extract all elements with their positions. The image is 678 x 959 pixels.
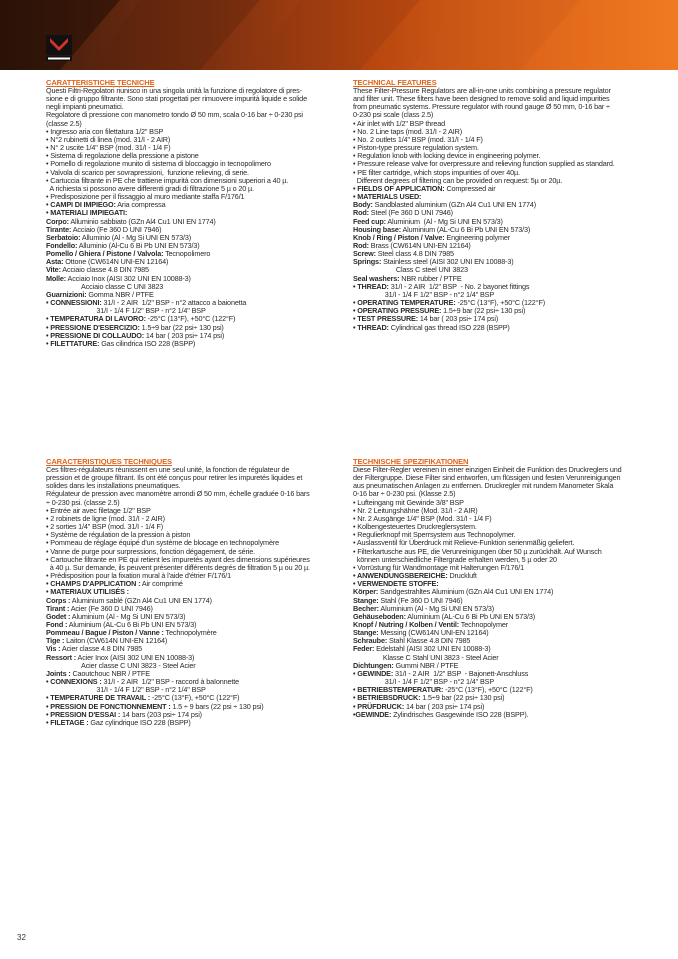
- spec-text: • Nr. 2 Leitungshähne (Mod. 31/I - 2 AIR): [353, 505, 478, 515]
- spec-text: • Cartuccia filtrante in PE che trattiene impurità con dimensioni superiori a 40 µ.: [46, 175, 289, 185]
- spec-text: • Entrée air avec filetage 1/2" BSP: [46, 505, 151, 515]
- spec-text: Klasse C Stahl UNI 3823 - Steel Acier: [353, 652, 499, 662]
- spec-label: • THREAD:: [353, 281, 389, 291]
- spec-label: Springs:: [353, 257, 382, 267]
- spec-text: Stahl (Fe 360 D UNI 7946): [378, 595, 463, 605]
- spec-text: -25°C (13°F), +50°C (122°F): [145, 314, 236, 324]
- right-column: [353, 78, 653, 727]
- spec-label: Guarnizioni:: [46, 289, 87, 299]
- spec-line: [46, 111, 346, 119]
- spec-text: Aluminium sablé (GZn Al4 Cu1 UNI EN 1774): [70, 595, 212, 605]
- spec-text: • PE filter cartridge, which stops impurities of over 40µ.: [353, 167, 520, 177]
- spec-text: 1.5÷9 bar (22 psi÷ 130 psi): [441, 306, 526, 316]
- spec-text: 1.5÷9 bar (22 psi÷ 130 psi): [139, 322, 224, 332]
- spec-label: Rod:: [353, 240, 369, 250]
- spec-label: • TEMPERATURE DE TRAVAIL :: [46, 693, 151, 703]
- spec-label: Gehäuseboden:: [353, 611, 406, 621]
- spec-label: • PRESSION DE FONCTIONNEMENT :: [46, 701, 171, 711]
- spec-text: Steel (Fe 360 D UNI 7946): [368, 208, 453, 218]
- spec-text: Acier (Fe 360 D UNI 7946): [69, 603, 153, 613]
- spec-label: • MATERIALI IMPIEGATI:: [46, 208, 128, 218]
- spec-label: • TEMPERATURA DI LAVORO:: [46, 314, 146, 324]
- spec-label: Asta:: [46, 257, 64, 267]
- spec-label: Ressort :: [46, 652, 77, 662]
- spec-label: • PRÜFDRUCK:: [353, 701, 405, 711]
- spec-label: • ANWENDUNGSBEREICHE:: [353, 571, 448, 581]
- spec-text: Class C steel UNI 3823: [353, 265, 468, 275]
- spec-label: Seal washers:: [353, 273, 400, 283]
- spec-label: Housing base:: [353, 224, 402, 234]
- spec-text: Aluminium (AL-Cu 6 Bi Pb UNI EN 573/3): [405, 611, 535, 621]
- spec-text: Engineering polymer: [444, 232, 511, 242]
- spec-text: 0-16 bar ÷ 0-230 psi. (Klasse 2.5): [353, 489, 456, 499]
- spec-text: • Piston-type pressure regulation system.: [353, 143, 479, 153]
- spec-label: Fondello:: [46, 240, 78, 250]
- spec-label: • PRESSIONE D'ESERCIZIO:: [46, 322, 140, 332]
- spec-text: 31/I - 2 AIR 1/2" BSP - n°2 attacco a baionetta: [101, 298, 247, 308]
- spec-text: Aluminium (Al - Mg Si UNI EN 573/3): [385, 216, 503, 226]
- spec-label: Corpo:: [46, 216, 69, 226]
- spec-label: Tige :: [46, 636, 65, 646]
- spec-label: • PRESSIONE DI COLLAUDO:: [46, 330, 145, 340]
- spec-text: • Filterkartusche aus PE, die Verunreinigungen über 50 µ zurückhält. Auf Wunsch: [353, 546, 602, 556]
- spec-text: • Air inlet with 1/2" BSP thread: [353, 118, 446, 128]
- spec-text: Aluminium (Al - Mg Si UNI EN 573/3): [378, 603, 495, 613]
- spec-text: Brass (CW614N UNI-EN 12164): [368, 240, 471, 250]
- spec-text: • Vanne de purge pour surpressions, fonction dégagement, de série.: [46, 546, 255, 556]
- spec-text: 14 bars (203 psi÷ 174 psi): [120, 709, 202, 719]
- spec-text: -25°C (13°F), +50°C (122°F): [443, 685, 533, 695]
- spec-text: sione e di gruppo filtrante. Sono stati progettati per rimuovere impurità liquide e solide: [46, 94, 307, 104]
- spec-text: Edelstahl (AISI 302 UNI EN 10088-3): [374, 644, 491, 654]
- spec-text: 31/I - 2 AIR 1/2" BSP - No. 2 bayonet fittings: [388, 281, 530, 291]
- spec-text: NBR rubber / PTFE: [399, 273, 462, 283]
- spec-label: Molle:: [46, 273, 67, 283]
- spec-text: Sandblasted aluminium (GZn Al4 Cu1 UNI EN 1774): [372, 200, 537, 210]
- spec-label: • CHAMPS D'APPLICATION :: [46, 579, 141, 589]
- spec-text: • No. 2 outlets 1/4" BSP (mod. 31/I - 1/4 F): [353, 134, 483, 144]
- spec-text: Laiton (CW614N UNI-EN 12164): [64, 636, 168, 646]
- spec-section: [46, 78, 346, 348]
- spec-text: from pneumatic systems. Pressure regulator with round gauge Ø 50 mm, 0-16 bar ÷: [353, 102, 610, 112]
- spec-text: • 2 robinets de ligne (mod. 31/I - 2 AIR): [46, 513, 165, 523]
- spec-section: [46, 457, 346, 727]
- spec-text: Steel class 4.8 DIN 7985: [375, 249, 454, 259]
- spec-label: • BETRIEBSTEMPERATUR:: [353, 685, 444, 695]
- spec-text: • Vorrüstung für Wandmontage mit Halterungen F/176/1: [353, 562, 524, 572]
- spec-text: • N° 2 uscite 1/4" BSP (mod. 31/I - 1/4 F): [46, 143, 171, 153]
- spec-text: Gaz cylindrique ISO 228 (BSPP): [88, 717, 191, 727]
- spec-label: • PRESSION D'ESSAI :: [46, 709, 121, 719]
- spec-text: • Pressure release valve for overpressure and relieving function supplied as standard.: [353, 159, 615, 169]
- spec-label: Knopf / Nutring / Kolben / Ventil:: [353, 619, 460, 629]
- spec-label: Joints :: [46, 668, 71, 678]
- section-title: TECHNICAL FEATURES: [353, 78, 437, 87]
- spec-text: 14 bar ( 203 psi÷ 174 psi): [144, 330, 225, 340]
- spec-label: Knob / Ring / Piston / Valve:: [353, 232, 445, 242]
- banner-decoration: [0, 0, 678, 70]
- spec-label: • OPERATING PRESSURE:: [353, 306, 442, 316]
- spec-text: • Regulation knob with locking device in engineering polymer.: [353, 151, 541, 161]
- spec-label: • CAMPI DI IMPIEGO:: [46, 200, 116, 210]
- spec-text: Cylindrical gas thread ISO 228 (BSPP): [388, 322, 510, 332]
- spec-text: Alluminio (Al-Cu 6 Bi Pb UNI EN 573/3): [77, 240, 200, 250]
- spec-label: Vis :: [46, 644, 61, 654]
- spec-text: 31/I - 2 AIR 1/2" BSP - Bajonett-Anschluss: [393, 668, 529, 678]
- spec-text: Acciaio Inox (AISI 302 UNI EN 10088-3): [66, 273, 191, 283]
- spec-text: • 2 sorties 1/4" BSP (mod. 31/I - 1/4 F): [46, 522, 164, 532]
- spec-label: Body:: [353, 200, 373, 210]
- spec-text: Caoutchouc NBR / PTFE: [70, 668, 150, 678]
- spec-text: 31/I - 1/4 F 1/2" BSP - n°2 1/4" BSP: [46, 306, 206, 316]
- spec-label: • FILETTATURE:: [46, 338, 100, 348]
- spec-text: Compressed air: [444, 183, 496, 193]
- spec-label: • VERWENDETE STOFFE:: [353, 579, 439, 589]
- spec-text: Different degrees of filtering can be provided on request: 5µ or 20µ.: [353, 175, 563, 185]
- page-number: 32: [17, 933, 26, 942]
- spec-text: ÷ 0-230 psi. (classe 2.5): [46, 497, 120, 507]
- section-title: TECHNISCHE SPEZIFIKATIONEN: [353, 457, 469, 466]
- spec-text: 0-230 psi scale (class 2.5): [353, 110, 434, 120]
- spec-label: Godet :: [46, 611, 71, 621]
- spec-text: Stahl Klasse 4.8 DIN 7985: [387, 636, 471, 646]
- spec-text: These Filter-Pressure Regulators are all-in-one units combining a pressure regulator: [353, 86, 611, 95]
- spec-label: Vite:: [46, 265, 61, 275]
- spec-text: der Filtergruppe. Diese Filter sind entworfen, um flüssigen und festen Verunreinigungen: [353, 473, 621, 483]
- spec-label: Pommeau / Bague / Piston / Vanne :: [46, 628, 164, 638]
- spec-label: Stange:: [353, 628, 379, 638]
- spec-text: 14 bar ( 203 psi÷ 174 psi): [418, 314, 499, 324]
- spec-label: • THREAD:: [353, 322, 389, 332]
- spec-label: • BETRIEBSDRUCK:: [353, 693, 421, 703]
- header-banner: [0, 0, 678, 70]
- spec-text: 31/I - 2 AIR 1/2" BSP - raccord à baïonnette: [101, 677, 240, 687]
- spec-line: [353, 711, 653, 719]
- spec-label: Tirante:: [46, 224, 72, 234]
- spec-label: Schraube:: [353, 636, 388, 646]
- spec-text: Technopolymer: [459, 619, 509, 629]
- spec-text: 31/I - 1/4 F 1/2" BSP - n°2 1/4" BSP: [353, 677, 495, 687]
- spec-label: Corps :: [46, 595, 71, 605]
- spec-text: Druckluft: [447, 571, 477, 581]
- left-column: [46, 78, 346, 735]
- spec-label: Dichtungen:: [353, 660, 394, 670]
- spec-line: [353, 324, 653, 332]
- spec-text: • Auslassventil für Überdruck mit Relieve-Funktion serienmäßig geliefert.: [353, 538, 575, 548]
- spec-text: Acciaio classe 4.8 DIN 7985: [60, 265, 149, 275]
- spec-text: Alluminio sabbiato (GZn Al4 Cu1 UNI EN 1774): [68, 216, 216, 226]
- spec-label: • FIELDS OF APPLICATION:: [353, 183, 445, 193]
- spec-text: Sandgestrahltes Aluminium (GZn Al4 Cu1 UNI EN 1774): [378, 587, 554, 597]
- spec-text: 31/I - 1/4 F 1/2" BSP - n°2 1/4" BSP: [353, 289, 495, 299]
- spec-section: [353, 457, 653, 719]
- spec-text: Questi Filtri-Regolatori riunisco in una singola unità la funzione di regolatore di pres-: [46, 86, 302, 95]
- spec-text: • N°2 rubinetti di linea (mod. 31/I - 2 AIR): [46, 134, 171, 144]
- spec-text: solides dans les installations pneumatiques.: [46, 481, 181, 491]
- spec-text: Air comprimé: [140, 579, 183, 589]
- spec-text: -25°C (13°F), +50°C (122°F): [150, 693, 240, 703]
- spec-text: Acier classe C UNI 3823 - Steel Acier: [46, 660, 196, 670]
- spec-text: (classe 2.5): [46, 118, 82, 128]
- spec-text: Acciaio classe C UNI 3823: [46, 281, 164, 291]
- spec-text: Diese Filter-Regler vereinen in einer einzigen Einheit die Funktion des Druckreglers und: [353, 465, 622, 474]
- spec-text: • Regulierknopf mit Sperrsystem aus Technopolymer.: [353, 530, 516, 540]
- spec-text: aus pneumatischen Anlagen zu entfernen. Druckregler mit rundem Manometer Skala: [353, 481, 614, 491]
- spec-section: [353, 78, 653, 332]
- spec-label: • OPERATING TEMPERATURE:: [353, 298, 456, 308]
- spec-text: • Prédisposition pour la fixation mural à l'aide d'étrier F/176/1: [46, 571, 231, 581]
- spec-label: • MATERIALS USED:: [353, 192, 422, 202]
- spec-text: • Sistema di regolazione della pressione a pistone: [46, 151, 199, 161]
- spec-text: Ottone (CW614N UNI-EN 12164): [63, 257, 169, 267]
- spec-label: • GEWINDE:: [353, 668, 394, 678]
- spec-line: [46, 719, 346, 727]
- spec-text: -25°C (13°F), +50°C (122°F): [455, 298, 545, 308]
- spec-text: Zylindrisches Gasgewinde ISO 228 (BSPP).: [391, 709, 529, 719]
- section-title: CARACTERISTIQUES TECHNIQUES: [46, 457, 172, 466]
- spec-text: Acier classe 4.8 DIN 7985: [60, 644, 142, 654]
- spec-text: Technopolymère: [163, 628, 217, 638]
- spec-text: • Cartouche filtrante en PE qui retient les impuretés ayant des dimensions supérieures: [46, 554, 310, 564]
- spec-text: können unterschiedliche Filtergrade erhalten werden, 5 µ oder 20: [353, 554, 557, 564]
- spec-text: Régulateur de pression avec manomètre arrondi Ø 50 mm, échelle graduée 0-16 bars: [46, 489, 310, 499]
- spec-text: • Kolbengesteuertes Druckreglersystem.: [353, 522, 477, 532]
- spec-text: 1.5÷9 bar (22 psi÷ 130 psi): [420, 693, 505, 703]
- spec-label: Screw:: [353, 249, 376, 259]
- spec-label: Feder:: [353, 644, 375, 654]
- spec-text: and filter unit. These filters have been designed to remove solid and liquid impurities: [353, 94, 610, 104]
- spec-text: • Predisposizione per il fissaggio al muro mediante staffa F/176/1: [46, 192, 245, 202]
- spec-label: Stange:: [353, 595, 379, 605]
- spec-text: • Système de régulation de la pression à piston: [46, 530, 191, 540]
- spec-text: • Ingresso aria con filettatura 1/2" BSP: [46, 126, 164, 136]
- spec-label: • FILETAGE :: [46, 717, 89, 727]
- spec-text: Aluminium (Al - Mg Si UNI EN 573/3): [70, 611, 186, 621]
- spec-text: Ces filtres-régulateurs réunissent en une seul unité, la fonction de régulateur de: [46, 465, 290, 474]
- spec-label: Fond :: [46, 619, 68, 629]
- spec-text: Aluminium (AL-Cu 6 Bi Pb UNI EN 573/3): [401, 224, 531, 234]
- spec-text: Tecnopolimero: [163, 249, 211, 259]
- spec-text: 31/I - 1/4 F 1/2" BSP - n°2 1/4" BSP: [46, 685, 206, 695]
- spec-label: • CONNEXIONS :: [46, 677, 102, 687]
- spec-label: Pomello / Ghiera / Pistone / Valvola:: [46, 249, 164, 259]
- spec-label: Körper:: [353, 587, 379, 597]
- section-title: CARATTERISTICHE TECNICHE: [46, 78, 155, 87]
- spec-text: 1.5 ÷ 9 bars (22 psi ÷ 130 psi): [170, 701, 264, 711]
- spec-text: 14 bar ( 203 psi÷ 174 psi): [404, 701, 485, 711]
- spec-label: • MATERIAUX UTILISÉS :: [46, 587, 129, 597]
- spec-text: Acciaio (Fe 360 D UNI 7946): [71, 224, 162, 234]
- spec-text: Gomma NBR / PTFE: [86, 289, 154, 299]
- spec-text: • Valvola di scarico per sovrapressioni, funzione relieving, di serie.: [46, 167, 249, 177]
- spec-text: à 40 µ. Sur demande, ils peuvent présenter différents degrés de filtration 5 µ ou 20 µ.: [46, 562, 310, 572]
- spec-text: • Lufteingang mit Gewinde 3/8" BSP: [353, 497, 464, 507]
- spec-text: • No. 2 Line taps (mod. 31/I - 2 AIR): [353, 126, 463, 136]
- spec-label: •GEWINDE:: [353, 709, 392, 719]
- spec-label: Rod:: [353, 208, 369, 218]
- spec-text: Aria compressa: [115, 200, 166, 210]
- spec-label: Becher:: [353, 603, 379, 613]
- brand-logo-icon: [44, 33, 74, 63]
- spec-line: [46, 340, 346, 348]
- spec-text: • Nr. 2 Ausgänge 1/4" BSP (Mod. 31/I - 1/4 F): [353, 513, 492, 523]
- spec-text: • Pommeau de réglage équipé d'un système de blocage en technopolymère: [46, 538, 279, 548]
- spec-text: • Pomello di regolazione munito di sistema di bloccaggio in tecnopolimero: [46, 159, 271, 169]
- spec-text: negli impianti pneumatici.: [46, 102, 124, 112]
- spec-label: • TEST PRESSURE:: [353, 314, 418, 324]
- spec-text: Regolatore di pressione con manometro tondo Ø 50 mm, scala 0-16 bar ÷ 0-230 psi: [46, 110, 303, 120]
- spec-label: Serbatoio:: [46, 232, 81, 242]
- spec-text: Gummi NBR / PTFE: [393, 660, 459, 670]
- spec-text: Gas cilindrica ISO 228 (BSPP): [99, 338, 196, 348]
- spec-text: Aluminium (AL-Cu 6 Bi Pb UNI EN 573/3): [67, 619, 197, 629]
- spec-text: Messing (CW614N UNI-EN 12164): [378, 628, 489, 638]
- spec-text: Acier Inox (AISI 302 UNI EN 10088-3): [76, 652, 195, 662]
- spec-label: • CONNESSIONI:: [46, 298, 102, 308]
- spec-text: Stainless steel (AISI 302 UNI EN 10088-3): [381, 257, 514, 267]
- spec-label: Feed cup:: [353, 216, 386, 226]
- spec-label: Tirant :: [46, 603, 70, 613]
- spec-text: Alluminio (Al - Mg Si UNI EN 573/3): [80, 232, 191, 242]
- spec-text: A richiesta si possono avere differenti gradi di filtrazione 5 µ o 20 µ.: [46, 183, 254, 193]
- spec-text: pression et de groupe filtrant. Ils ont été conçus pour retirer les impuretés liquides et: [46, 473, 303, 483]
